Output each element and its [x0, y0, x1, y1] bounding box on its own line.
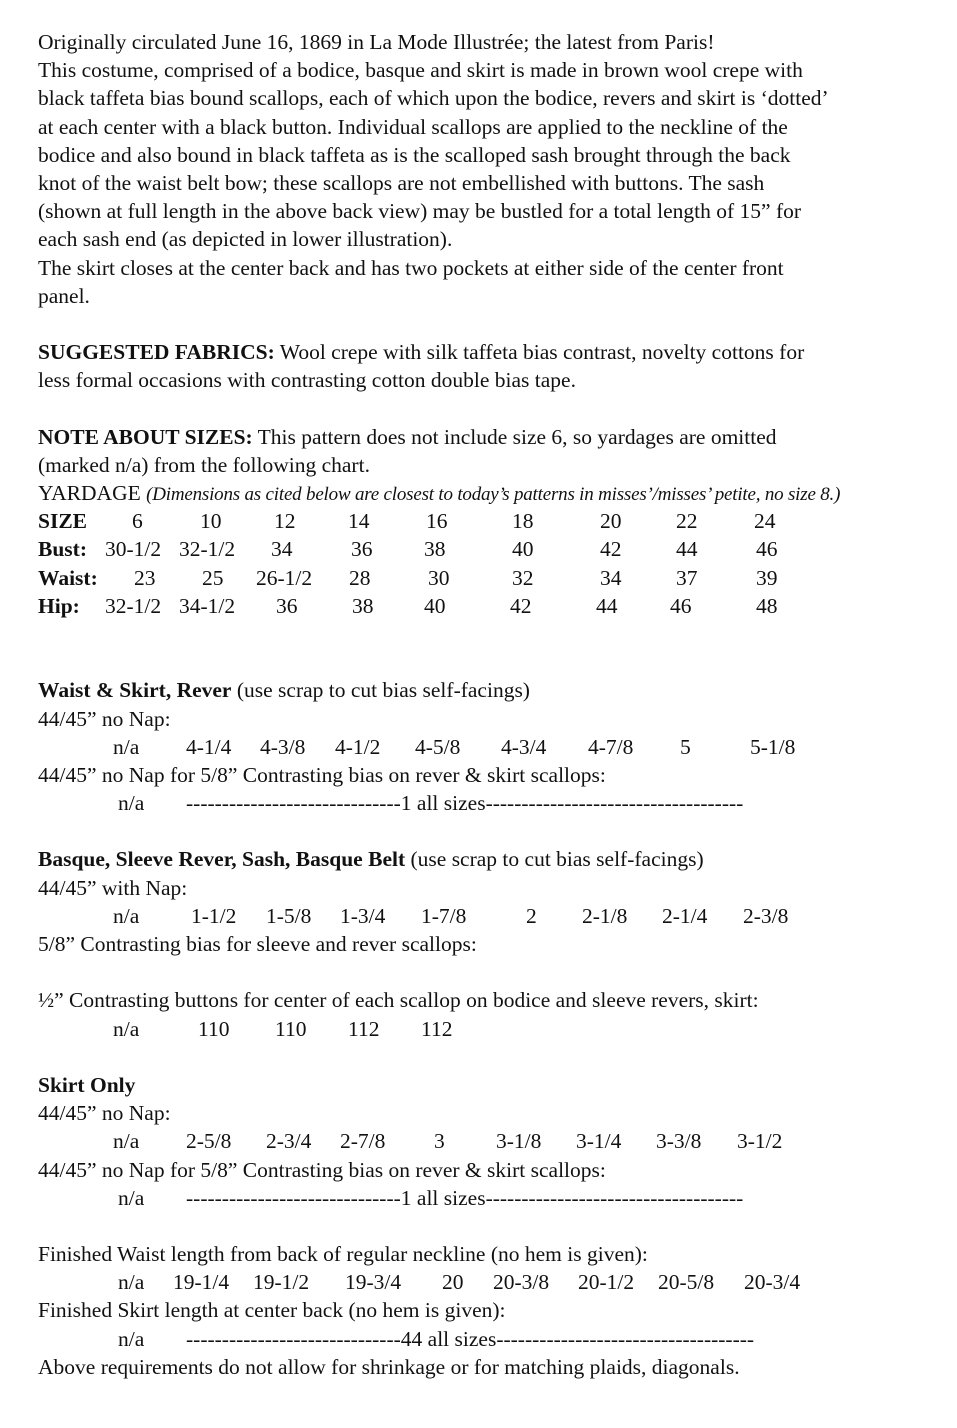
bust-cell: 38: [424, 537, 446, 562]
bust-cell: 36: [351, 537, 373, 562]
bust-cell: 32-1/2: [179, 537, 236, 562]
waist-skirt-bias-row: [38, 789, 938, 817]
basque-fabric1: 44/45” with Nap:: [38, 875, 188, 900]
pattern-description-page: [38, 28, 938, 1381]
finished-skirt-row: [38, 1325, 938, 1353]
bust-cell: 30-1/2: [105, 537, 162, 562]
yardage-cell: 2-1/4: [662, 903, 708, 928]
button-count-cell: n/a: [113, 1016, 140, 1041]
yardage-cell: 2-3/8: [743, 903, 789, 928]
waist-cell: 26-1/2: [256, 565, 313, 590]
finished-waist-cell: 19-3/4: [345, 1270, 402, 1295]
waist-skirt-yardage-row: [38, 733, 938, 761]
yardage-cell: 3: [434, 1129, 445, 1154]
fabrics-text: Wool crepe with silk taffeta bias contrast, novelty cottons for: [274, 340, 805, 365]
yardage-note: (Dimensions as cited below are closest to today’s patterns in misses’/misses’ petite, no size 8.): [146, 484, 841, 505]
basque-buttons: ½” Contrasting buttons for center of each scallop on bodice and sleeve revers, skirt:: [38, 988, 759, 1013]
intro-line: This costume, comprised of a bodice, basque and skirt is made in brown wool crepe with: [38, 58, 803, 83]
intro-line: black taffeta bias bound scallops, each of which upon the bodice, revers and skirt is ‘dotted’: [38, 86, 829, 111]
fabrics-line: [38, 338, 938, 366]
yardage-cell: 1-7/8: [421, 903, 467, 928]
button-count-row: [38, 1015, 938, 1043]
hip-cell: 46: [670, 593, 692, 618]
yardage-line: [38, 479, 938, 507]
intro-line: each sash end (as depicted in lower illustration).: [38, 227, 453, 252]
finished-waist-row: [38, 1268, 938, 1296]
size-row: [38, 507, 938, 535]
yardage-cell: 4-3/8: [260, 734, 306, 759]
sizes-note-text: This pattern does not include size 6, so yardages are omitted: [252, 424, 777, 449]
finished-waist-cell: 20: [442, 1270, 464, 1295]
skirt-only-fabric1: 44/45” no Nap:: [38, 1101, 171, 1126]
hip-cell: 48: [756, 593, 778, 618]
size-cell: 16: [426, 509, 448, 534]
waist-cell: 32: [512, 565, 534, 590]
yardage-cell: 3-1/2: [737, 1129, 783, 1154]
yardage-cell: 4-5/8: [415, 734, 461, 759]
yardage-cell: 1-5/8: [266, 903, 312, 928]
hip-cell: 40: [424, 593, 446, 618]
finished-waist-cell: 20-3/8: [493, 1270, 550, 1295]
yardage-cell: 2: [526, 903, 537, 928]
yardage-label: YARDAGE: [38, 481, 147, 505]
size-cell: 20: [600, 509, 622, 534]
hip-cell: 38: [352, 593, 374, 618]
button-count-cell: 110: [275, 1016, 307, 1041]
finished-waist-cell: 20-3/4: [744, 1270, 801, 1295]
size-cell: 24: [754, 509, 776, 534]
intro-line: Originally circulated June 16, 1869 in La Mode Illustrée; the latest from Paris!: [38, 30, 715, 54]
yardage-cell: n/a: [118, 1185, 145, 1210]
finished-skirt-label: Finished Skirt length at center back (no hem is given):: [38, 1298, 506, 1323]
yardage-all-sizes: ------------------------------1 all sizes------------------------------------: [186, 791, 744, 816]
hip-cell: 32-1/2: [105, 593, 162, 618]
intro-line: knot of the waist belt bow; these scallops are not embellished with buttons. The sash: [38, 170, 765, 195]
yardage-cell: 3-1/8: [496, 1129, 542, 1154]
yardage-cell: 2-1/8: [582, 903, 628, 928]
bust-cell: 40: [512, 537, 534, 562]
basque-yardage-row: [38, 902, 938, 930]
yardage-cell: 5: [680, 734, 691, 759]
yardage-cell: 2-5/8: [186, 1129, 232, 1154]
yardage-cell: 2-7/8: [340, 1129, 386, 1154]
yardage-cell: 3-1/4: [576, 1129, 622, 1154]
yardage-cell: 4-3/4: [501, 734, 547, 759]
basque-note: (use scrap to cut bias self-facings): [405, 847, 704, 872]
skirt-only-yardage-row: [38, 1127, 938, 1155]
skirt-only-heading: Skirt Only: [38, 1072, 136, 1097]
waist-cell: 25: [202, 565, 224, 590]
button-count-cell: 112: [421, 1016, 453, 1041]
finished-waist-cell: 19-1/2: [253, 1270, 310, 1295]
finished-waist-label: Finished Waist length from back of regular neckline (no hem is given):: [38, 1242, 648, 1267]
waist-cell: 30: [428, 565, 450, 590]
yardage-cell: 2-3/4: [266, 1129, 312, 1154]
finished-skirt-all-sizes: ------------------------------44 all sizes------------------------------------: [186, 1326, 755, 1351]
waist-skirt-fabric1: 44/45” no Nap:: [38, 706, 171, 731]
waist-row: [38, 564, 938, 592]
intro-line: panel.: [38, 283, 90, 308]
finished-waist-cell: n/a: [118, 1270, 145, 1295]
size-cell: 14: [348, 509, 370, 534]
hip-row: [38, 592, 938, 620]
size-cell: 6: [132, 509, 143, 534]
intro-line: (shown at full length in the above back view) may be bustled for a total length of 15” for: [38, 199, 802, 224]
yardage-cell: 4-1/2: [335, 734, 381, 759]
fabrics-heading: SUGGESTED FABRICS:: [38, 340, 275, 365]
waist-cell: 23: [134, 565, 156, 590]
waist-skirt-fabric2: 44/45” no Nap for 5/8” Contrasting bias on rever & skirt scallops:: [38, 762, 606, 787]
bust-cell: 42: [600, 537, 622, 562]
basque-heading: Basque, Sleeve Rever, Sash, Basque Belt: [38, 847, 406, 872]
finished-waist-cell: 20-1/2: [578, 1270, 635, 1295]
bust-row: [38, 535, 938, 563]
hip-cell: 34-1/2: [179, 593, 236, 618]
skirt-only-fabric2: 44/45” no Nap for 5/8” Contrasting bias on rever & skirt scallops:: [38, 1157, 606, 1182]
sizes-note-line: [38, 423, 938, 451]
basque-heading-line: [38, 845, 938, 873]
waist-cell: 39: [756, 565, 778, 590]
yardage-cell: 5-1/8: [750, 734, 796, 759]
bust-cell: 34: [271, 537, 293, 562]
hip-row-label: Hip:: [38, 593, 80, 618]
finished-waist-cell: 19-1/4: [173, 1270, 230, 1295]
finished-skirt-cell: n/a: [118, 1326, 145, 1351]
skirt-only-bias-row: [38, 1184, 938, 1212]
yardage-cell: n/a: [113, 1129, 140, 1154]
size-cell: 18: [512, 509, 534, 534]
yardage-cell: n/a: [113, 734, 140, 759]
size-row-label: SIZE: [38, 509, 88, 534]
yardage-cell: 1-1/2: [191, 903, 237, 928]
fabrics-text: less formal occasions with contrasting cotton double bias tape.: [38, 368, 576, 393]
waist-cell: 28: [349, 565, 371, 590]
bust-row-label: Bust:: [38, 537, 87, 562]
size-cell: 12: [274, 509, 296, 534]
waist-skirt-note: (use scrap to cut bias self-facings): [231, 678, 530, 703]
sizes-note-heading: NOTE ABOUT SIZES:: [38, 424, 253, 449]
yardage-cell: n/a: [113, 903, 140, 928]
hip-cell: 36: [276, 593, 298, 618]
hip-cell: 42: [510, 593, 532, 618]
intro-line: The skirt closes at the center back and has two pockets at either side of the center front: [38, 255, 784, 280]
bust-cell: 44: [676, 537, 698, 562]
yardage-cell: 3-3/8: [656, 1129, 702, 1154]
hip-cell: 44: [596, 593, 618, 618]
waist-skirt-heading-line: [38, 676, 938, 704]
size-cell: 10: [200, 509, 222, 534]
yardage-cell: 4-1/4: [186, 734, 232, 759]
intro-line: at each center with a black button. Individual scallops are applied to the neckline of the: [38, 114, 788, 139]
waist-skirt-heading: Waist & Skirt, Rever: [38, 678, 232, 703]
waist-cell: 34: [600, 565, 622, 590]
yardage-all-sizes: ------------------------------1 all sizes------------------------------------: [186, 1185, 744, 1210]
button-count-cell: 110: [198, 1016, 230, 1041]
waist-cell: 37: [676, 565, 698, 590]
waist-row-label: Waist:: [38, 565, 98, 590]
size-cell: 22: [676, 509, 698, 534]
bust-cell: 46: [756, 537, 778, 562]
yardage-cell: n/a: [118, 791, 145, 816]
basque-bias: 5/8” Contrasting bias for sleeve and rever scallops:: [38, 932, 477, 956]
intro-line: bodice and also bound in black taffeta as is the scalloped sash brought through the back: [38, 142, 791, 167]
requirements-disclaimer: Above requirements do not allow for shrinkage or for matching plaids, diagonals.: [38, 1354, 740, 1379]
skirt-only-heading-line: [38, 1071, 938, 1099]
finished-waist-cell: 20-5/8: [658, 1270, 715, 1295]
yardage-cell: 1-3/4: [340, 903, 386, 928]
yardage-cell: 4-7/8: [588, 734, 634, 759]
sizes-note-text: (marked n/a) from the following chart.: [38, 452, 370, 477]
button-count-cell: 112: [348, 1016, 380, 1041]
